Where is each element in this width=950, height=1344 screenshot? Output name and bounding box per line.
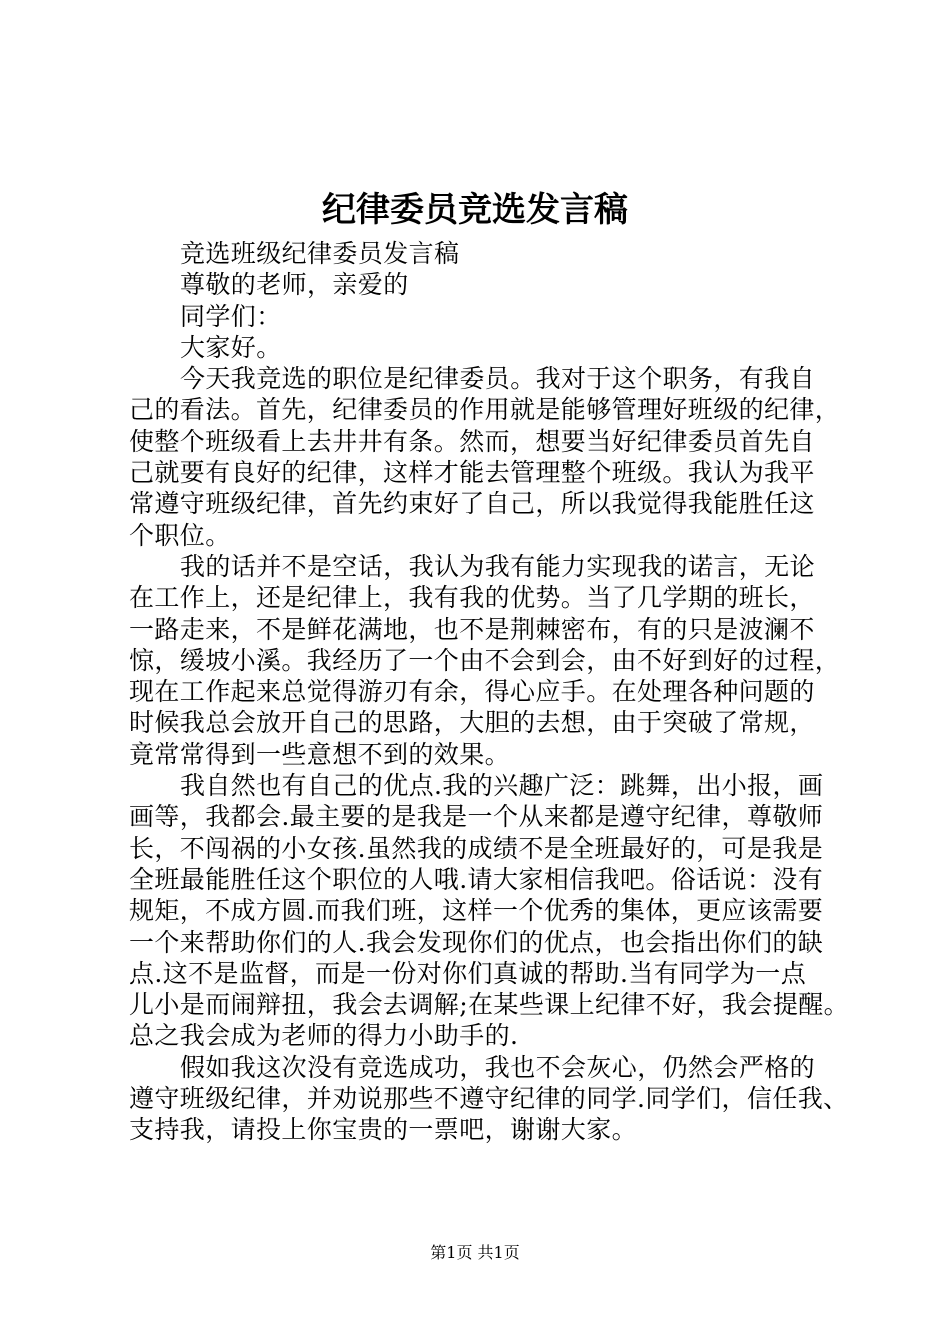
body-line: 一个来帮助你们的人.我会发现你们的优点，也会指出你们的缺 [129, 927, 824, 957]
body-line: 支持我，请投上你宝贵的一票吧，谢谢大家。 [129, 1115, 638, 1145]
body-line: 我的话并不是空话，我认为我有能力实现我的诺言，无论 [180, 551, 816, 581]
body-line: 规矩，不成方圆.而我们班，这样一个优秀的集体，更应该需要 [129, 896, 824, 926]
body-line: 长，不闯祸的小女孩.虽然我的成绩不是全班最好的，可是我是 [129, 833, 824, 863]
body-line: 假如我这次没有竞选成功，我也不会灰心，仍然会严格的 [180, 1052, 816, 1082]
body-line: 点.这不是监督，而是一份对你们真诚的帮助.当有同学为一点 [129, 958, 807, 988]
body-line: 大家好。 [180, 332, 282, 362]
body-line: 儿小是而闹辩扭，我会去调解;在某些课上纪律不好，我会提醒。 [129, 990, 850, 1020]
body-line: 总之我会成为老师的得力小助手的. [129, 1021, 519, 1051]
body-line: 时候我总会放开自己的思路，大胆的去想，由于突破了常规， [129, 708, 815, 738]
body-line: 竟常常得到一些意想不到的效果。 [129, 739, 511, 769]
body-line: 我自然也有自己的优点.我的兴趣广泛：跳舞，出小报，画 [180, 771, 824, 801]
body-line: 全班最能胜任这个职位的人哦.请大家相信我吧。俗话说：没有 [129, 864, 824, 894]
body-line: 己就要有良好的纪律，这样才能去管理整个班级。我认为我平 [129, 458, 815, 488]
body-line: 个职位。 [129, 520, 231, 550]
body-line: 现在工作起来总觉得游刃有余，得心应手。在处理各种问题的 [129, 677, 815, 707]
body-line: 在工作上，还是纪律上，我有我的优势。当了几学期的班长， [129, 583, 815, 613]
page-title: 纪律委员竞选发言稿 [322, 190, 628, 230]
body-line: 尊敬的老师，亲爱的 [180, 270, 409, 300]
page-footer: 第1页 共1页 [430, 1243, 520, 1262]
body-line: 常遵守班级纪律，首先约束好了自己，所以我觉得我能胜任这 [129, 489, 815, 519]
body-line: 今天我竞选的职位是纪律委员。我对于这个职务，有我自 [180, 364, 816, 394]
document-body [129, 238, 850, 1146]
body-line: 一路走来，不是鲜花满地，也不是荆棘密布，有的只是波澜不 [129, 614, 815, 644]
body-line: 竞选班级纪律委员发言稿 [180, 239, 460, 268]
body-line: 使整个班级看上去井井有条。然而，想要当好纪律委员首先自 [129, 426, 815, 456]
body-line: 画等，我都会.最主要的是我是一个从来都是遵守纪律，尊敬师 [129, 802, 824, 832]
body-line: 己的看法。首先，纪律委员的作用就是能够管理好班级的纪律， [129, 395, 841, 425]
body-line: 同学们： [180, 301, 282, 331]
body-line: 遵守班级纪律，并劝说那些不遵守纪律的同学.同学们，信任我、 [129, 1084, 849, 1114]
body-line: 惊，缓坡小溪。我经历了一个由不会到会，由不好到好的过程， [129, 645, 841, 675]
